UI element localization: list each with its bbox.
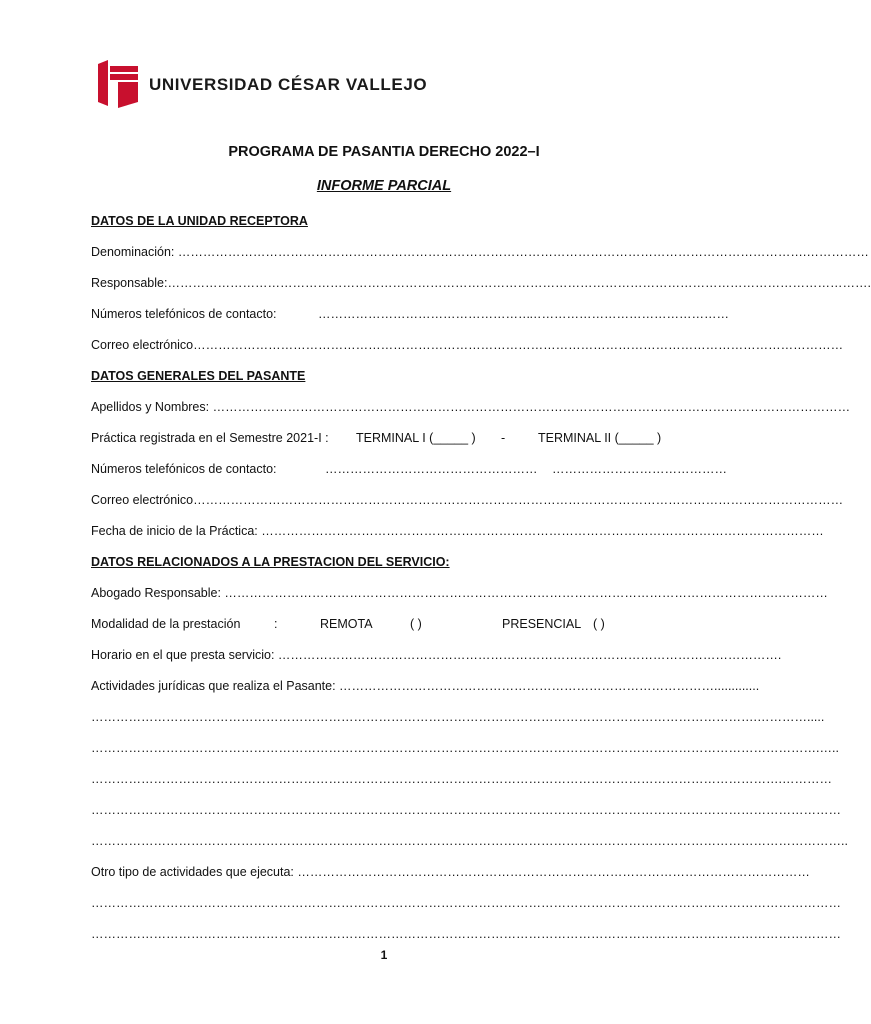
document-subtitle: INFORME PARCIAL: [316, 178, 452, 194]
ucv-shield-icon: [96, 60, 140, 110]
presencial-checkbox[interactable]: ( ): [593, 617, 605, 631]
otro-blank-line[interactable]: ………………………………………………………………………………………………………………………………………………………………: [91, 927, 841, 941]
practica-label: Práctica registrada en el Semestre 2021-I :: [91, 431, 329, 445]
section-heading-pasante: DATOS GENERALES DEL PASANTE: [91, 369, 306, 383]
responsable-field[interactable]: Responsable:…………………………………………………………………………………………………………………………………………………….: [91, 276, 871, 290]
horario-field[interactable]: Horario en el que presta servicio: ………………………………………………………………………………………………………….: [91, 648, 782, 662]
terminal-1-option[interactable]: TERMINAL I (_____ ): [356, 431, 476, 445]
correo-field[interactable]: Correo electrónico…………………………………………………………………………………………………………………………………………: [91, 338, 844, 352]
page-number: 1: [380, 948, 388, 962]
section-heading-receptora: DATOS DE LA UNIDAD RECEPTORA: [91, 214, 308, 228]
actividades-blank-line[interactable]: …………………………………………………………………………………………………………………………………………….………….....: [91, 710, 825, 724]
telefono-1-field[interactable]: ……………………………………………: [325, 462, 538, 476]
modalidad-label: Modalidad de la prestación: [91, 617, 241, 631]
fecha-inicio-field[interactable]: Fecha de inicio de la Práctica: ………………………………………………………………………………………………………………………: [91, 524, 824, 538]
telefono-2-field[interactable]: …………………………………………: [529, 307, 729, 321]
denominacion-field[interactable]: Denominación: …………………………………………………………………………………………………………………………………….……………: [91, 245, 869, 259]
otro-actividades-field[interactable]: Otro tipo de actividades que ejecuta: ……………………………………………………………………………………………………………: [91, 865, 810, 879]
telefono-2-field[interactable]: ……………………………………: [552, 462, 727, 476]
terminal-2-option[interactable]: TERMINAL II (_____ ): [538, 431, 662, 445]
document-title: PROGRAMA DE PASANTIA DERECHO 2022–I: [228, 144, 540, 160]
actividades-blank-line[interactable]: ………………………………………………………………………………………………………………………………………………………….…..: [91, 741, 839, 755]
actividades-blank-line[interactable]: ………………………………………………………………………………………………………………………………………………….…………: [91, 772, 832, 786]
actividades-blank-line[interactable]: ………………………………………………………………………………………………………………………………………………………………..: [91, 834, 848, 848]
terminal-separator: -: [501, 431, 506, 445]
telefono-1-field[interactable]: ……………………………………………: [318, 307, 531, 321]
correo-field[interactable]: Correo electrónico…………………………………………………………………………………………………………………………………………: [91, 493, 844, 507]
university-name: UNIVERSIDAD CÉSAR VALLEJO: [149, 75, 428, 94]
presencial-label: PRESENCIAL: [502, 617, 582, 631]
actividades-blank-line[interactable]: ………………………………………………………………………………………………………………………………………………………………: [91, 803, 841, 817]
remota-label: REMOTA: [320, 617, 373, 631]
telefonos-label: Números telefónicos de contacto:: [91, 307, 277, 321]
modalidad-colon: :: [274, 617, 278, 631]
abogado-field[interactable]: Abogado Responsable: …………………………………………………………………………………………………………………….…………: [91, 586, 828, 600]
otro-blank-line[interactable]: ………………………………………………………………………………………………………………………………………………………………: [91, 896, 841, 910]
section-heading-servicio: DATOS RELACIONADOS A LA PRESTACION DEL SERVICIO:: [91, 555, 450, 569]
telefonos-label: Números telefónicos de contacto:: [91, 462, 277, 476]
remota-checkbox[interactable]: ( ): [410, 617, 422, 631]
actividades-field[interactable]: Actividades jurídicas que realiza el Pasante: ……………………………………………………………………………….............: [91, 679, 760, 693]
apellidos-field[interactable]: Apellidos y Nombres: ………………………………………………………………………………………………………………………………………: [91, 400, 851, 414]
